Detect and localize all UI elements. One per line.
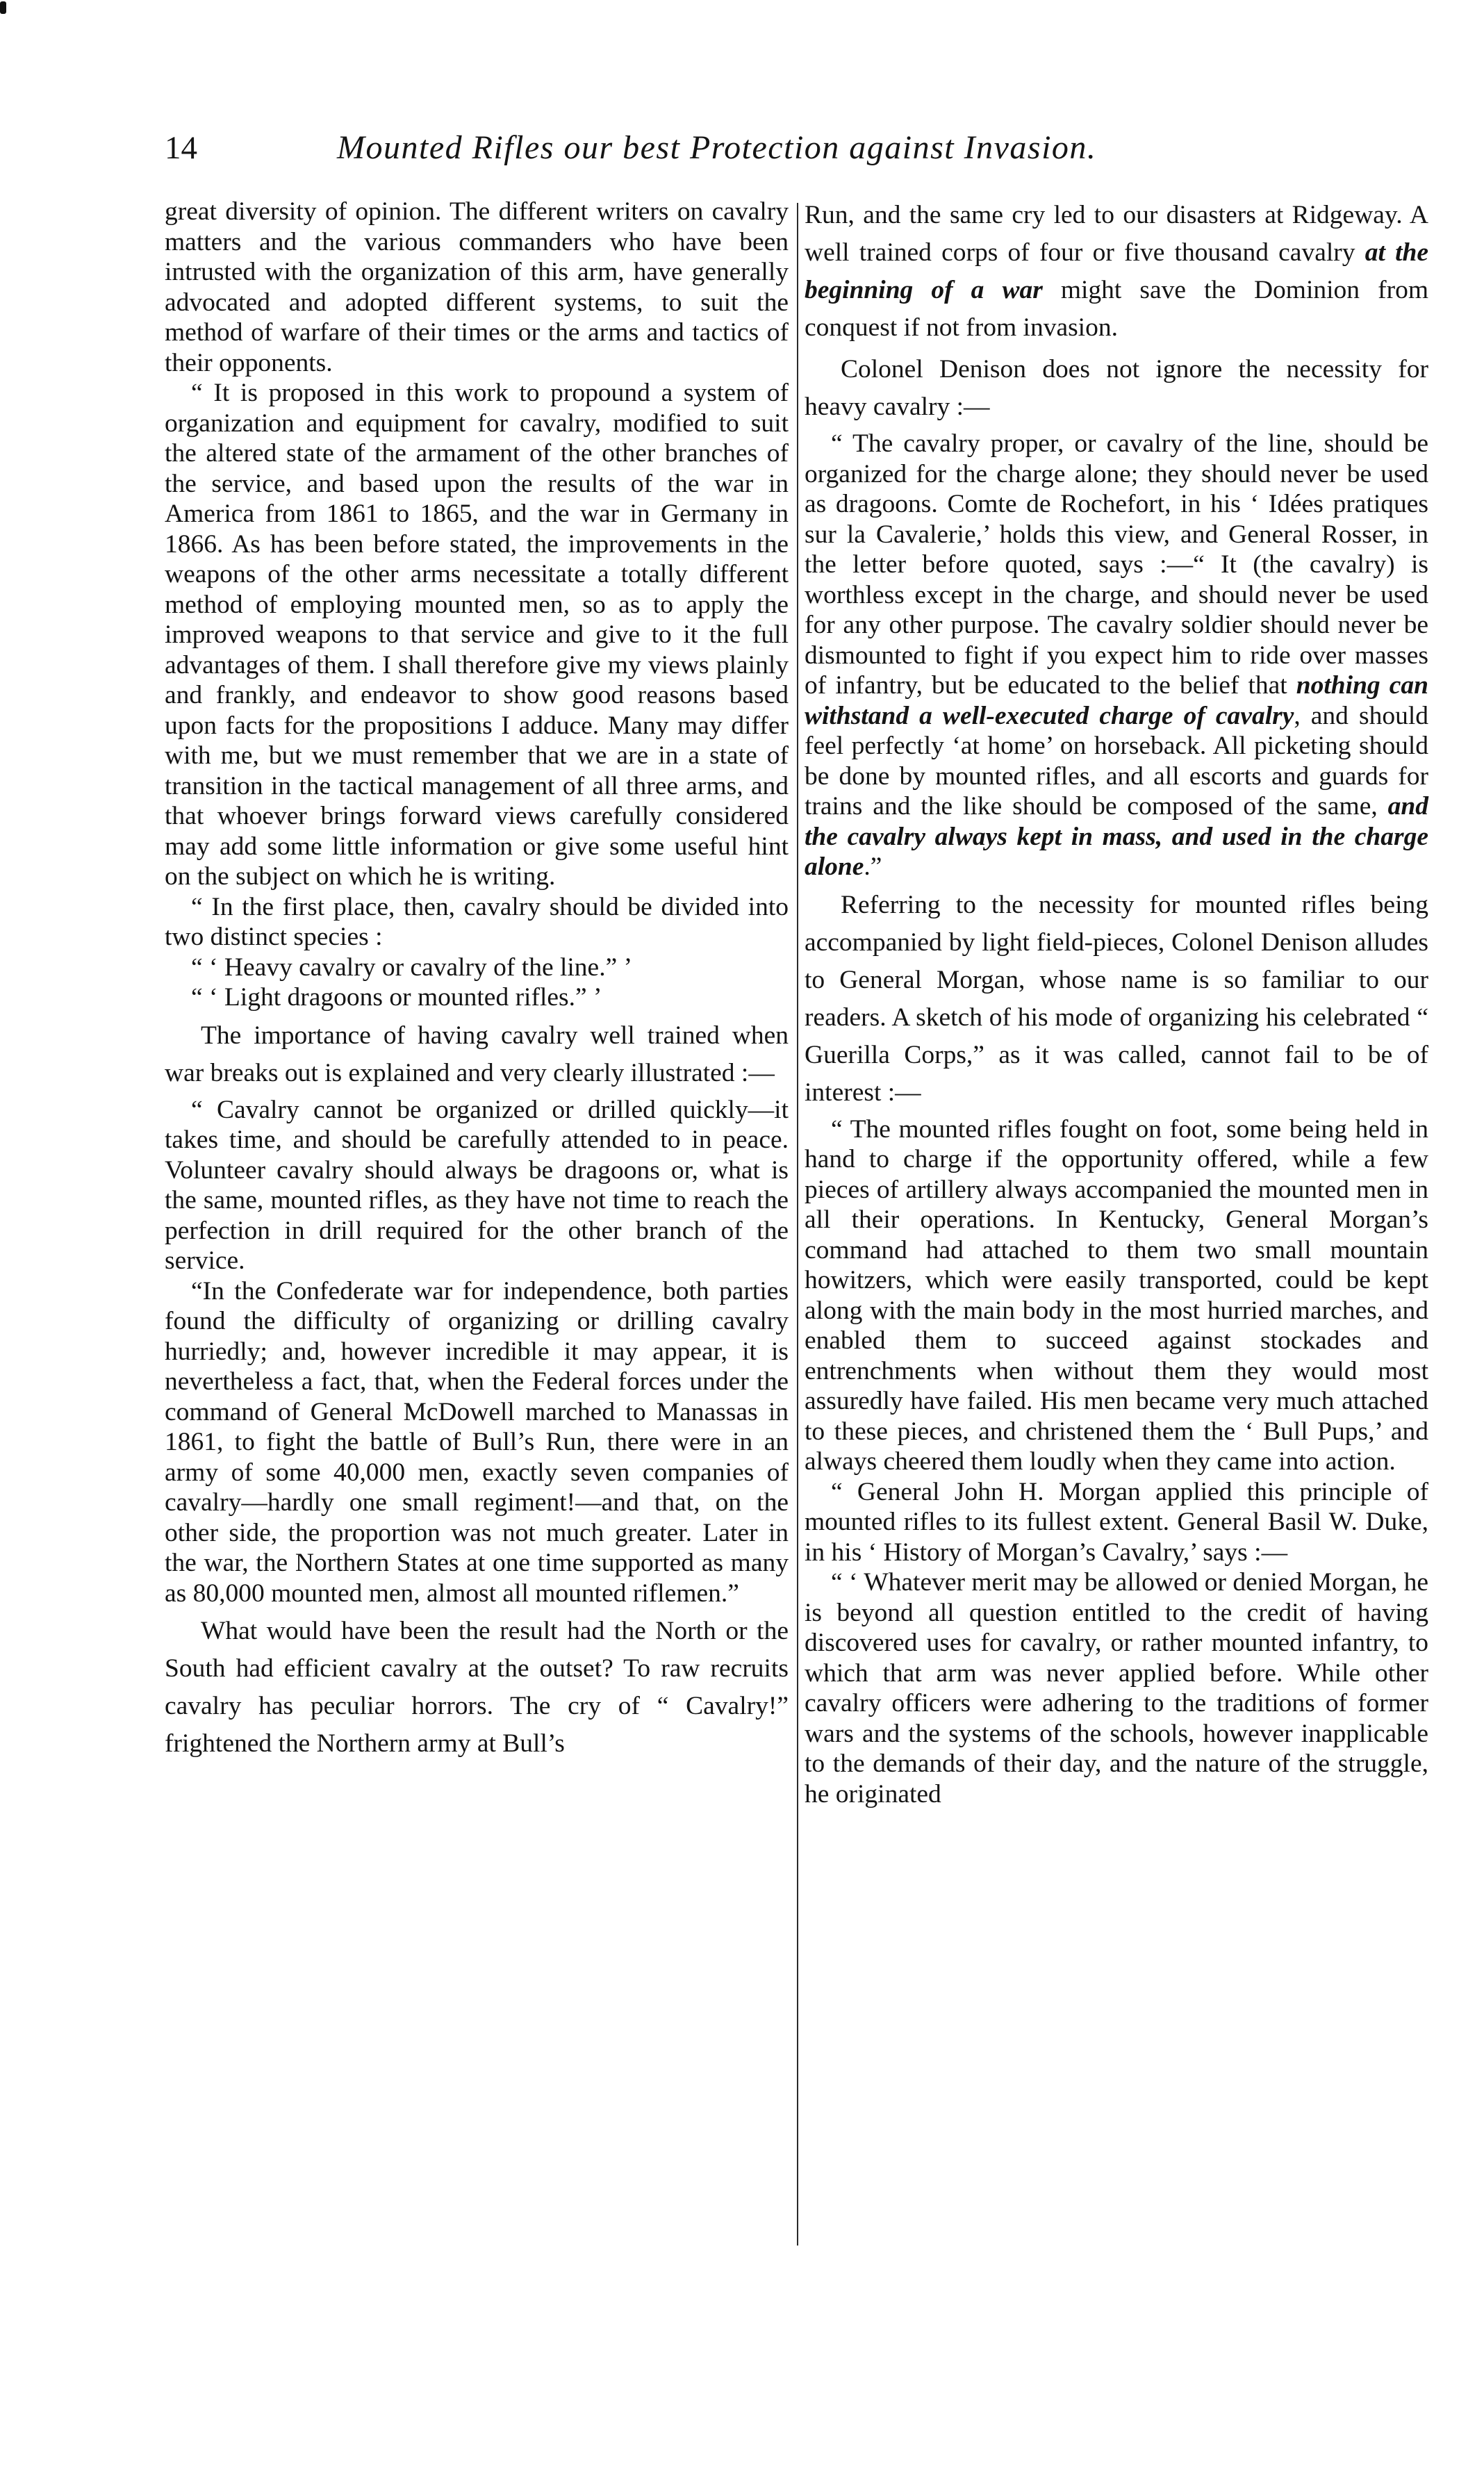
text-run: Run, and the same cry led to our disasters at Ridgeway. A well trained corps of four or five thousand cavalry (805, 201, 1428, 267)
italic-phrase: nothing can withstand a well-executed charge of cavalry (805, 671, 1429, 730)
paragraph (805, 429, 1428, 882)
column-rule (797, 203, 798, 2246)
text-run: Colonel Denison does not ignore the necessity for heavy cavalry :— (805, 355, 1428, 421)
paragraph: great diversity of opinion. The different writers on cavalry matters and the various commanders who have been intrusted with the organization of this arm, have generally advocated and adopted different systems, to suit the method of warfare of their times or the arms and tactics of their opponents. (165, 197, 789, 377)
page-header (165, 124, 1304, 172)
right-column (805, 197, 1428, 1809)
text-run: Referring to the necessity for mounted rifles being accompanied by light field-pieces, Colonel Denison alludes to General Morgan, whose name is so familiar to our readers. A sketch of his mode of organizing his celebrated “ Guerilla Corps,” as it was called, cannot fail to be of interest :— (805, 890, 1428, 1107)
corner-ink-mark (0, 1, 6, 14)
paragraph (805, 1477, 1428, 1568)
paragraph (805, 351, 1428, 426)
text-run: “ The mounted rifles fought on foot, some being held in hand to charge if the opportunity offered, while a few pieces of artillery always accompanied the mounted men in all their operations. In Kentucky, General Morgan’s command had attached to them two small mountain howitzers, which were easily transported, could be kept along with the main body in the most hurried marches, and enabled them to succeed against stockades and entrenchments when without them they would most assuredly have failed. His men became very much attached to these pieces, and christened them the ‘ Bull Pups,’ and always cheered them loudly when they came into action. (805, 1114, 1428, 1476)
text-run: .” (864, 852, 882, 881)
page-number: 14 (165, 130, 197, 166)
italic-phrase: and the cavalry always kept in mass, and used in the charge alone (805, 792, 1428, 881)
running-title: Mounted Rifles our best Protection against Invasion. (337, 129, 1097, 166)
text-run: “ The cavalry proper, or cavalry of the line, should be organized for the charge alone; they should never be used as dragoons. Comte de Rochefort, in his ‘ Idées pratiques sur la Cavalerie,’ holds this view, and General Rosser, in the letter before quoted, says :—“ It (the cavalry) is worthless except in the charge, and should never be used for any other purpose. The cavalry soldier should never be dismounted to fight if you expect him to ride over masses of infantry, but be educated to the belief that (805, 429, 1428, 700)
paragraph: “ Cavalry cannot be organized or drilled quickly—it takes time, and should be carefully attended to in peace. Volunteer cavalry should always be dragoons or, what is the same, mounted rifles, as they have not time to reach the perfection in drill required for the other branch of the service. (165, 1095, 789, 1275)
text-run: “ ‘ Whatever merit may be allowed or denied Morgan, he is beyond all question entitled to the credit of having discovered uses for cavalry, or rather mounted infantry, to which that arm was never applied before. While other cavalry officers were adhering to the traditions of former wars and the systems of the schools, however inapplicable to the demands of their day, and the nature of the struggle, he originated (805, 1568, 1428, 1809)
paragraph (805, 887, 1428, 1112)
paragraph: “In the Confederate war for independence, both parties found the difficulty of organizing or drilling cavalry hurriedly; and, however incredible it may appear, it is nevertheless a fact, that, when the Federal forces under the command of General McDowell marched to Manassas in 1861, to fight the battle of Bull’s Run, there were in an army of some 40,000 men, exactly seven companies of cavalry—hardly one small regiment!—and that, on the other side, the proportion was not much greater. Later in the war, the Northern States at one time supported as many as 80,000 mounted men, almost all mounted riflemen.” (165, 1276, 789, 1608)
paragraph: “ ‘ Heavy cavalry or cavalry of the line.” ’ (191, 953, 633, 982)
italic-phrase: at the beginning of a war (805, 238, 1428, 304)
text-run: , and should feel perfectly ‘at home’ on horseback. All picketing should be done by mounted rifles, and all escorts and guards for trains and the like should be composed of the same, (805, 701, 1428, 821)
paragraph (805, 1114, 1428, 1477)
paragraph: The importance of having cavalry well trained when war breaks out is explained and very clearly illustrated :— (165, 1021, 789, 1087)
paragraph: “ ‘ Light dragoons or mounted rifles.” ’ (191, 983, 602, 1012)
paragraph (805, 1567, 1428, 1809)
text-run: might save the Dominion from conquest if not from invasion. (805, 276, 1428, 342)
paragraph: What would have been the result had the North or the South had efficient cavalry at the outset? To raw recruits cavalry has peculiar horrors. The cry of “ Cavalry!” frightened the Northern army at Bull’s (165, 1617, 789, 1758)
paragraph (805, 197, 1428, 347)
paragraph: “ It is proposed in this work to propound a system of organization and equipment for cavalry, modified to suit the altered state of the armament of the other branches of the service, and based upon the results of the war in America from 1861 to 1865, and the war in Germany in 1866. As has been before stated, the improvements in the weapons of the other arms necessitate a totally different method of employing mounted men, so as to apply the improved weapons to that service and give to it the full advantages of them. I shall therefore give my views plainly and frankly, and endeavor to show good reasons based upon facts for the propositions I adduce. Many may differ with me, but we must remember that we are in a state of transition in the tactical management of all three arms, and that whoever brings forward views carefully considered may add some little information or give some useful hint on the subject on which he is writing. (165, 379, 789, 891)
left-column (165, 197, 789, 1763)
paragraph: “ In the first place, then, cavalry should be divided into two distinct species : (165, 892, 789, 951)
text-run: “ General John H. Morgan applied this principle of mounted rifles to its fullest extent. General Basil W. Duke, in his ‘ History of Morgan’s Cavalry,’ says :— (805, 1477, 1428, 1567)
